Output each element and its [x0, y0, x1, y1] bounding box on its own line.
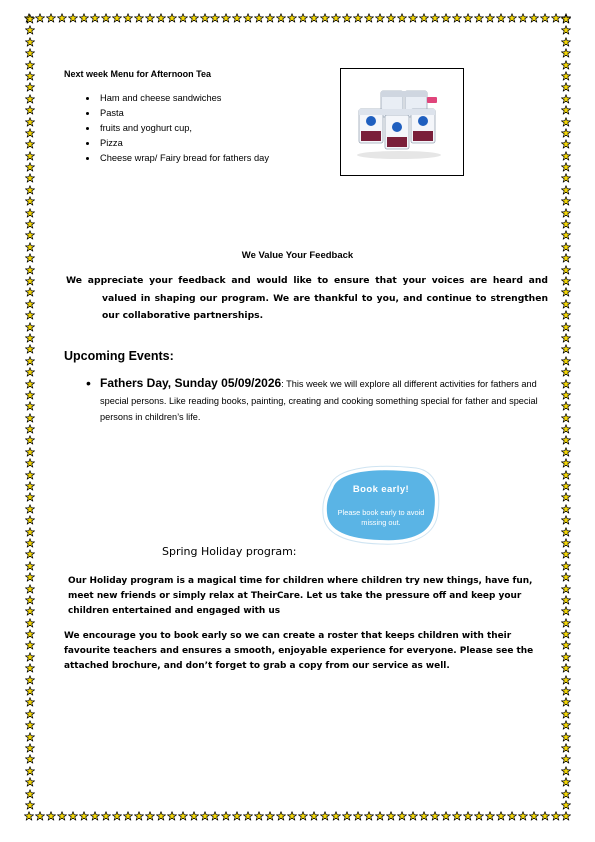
star-icon — [25, 675, 35, 685]
star-icon — [25, 618, 35, 628]
star-icon — [561, 538, 571, 548]
star-icon — [25, 584, 35, 594]
star-icon — [331, 811, 341, 821]
star-icon — [25, 435, 35, 445]
star-icon — [156, 13, 166, 23]
star-icon — [25, 219, 35, 229]
star-border-right — [560, 14, 572, 810]
menu-item: • Ham and cheese sandwiches — [98, 91, 269, 106]
star-icon — [561, 37, 571, 47]
star-icon — [320, 811, 330, 821]
star-icon — [561, 310, 571, 320]
book-early-badge — [320, 462, 442, 548]
yogurt-cups-icon — [341, 69, 463, 175]
star-icon — [145, 811, 155, 821]
star-icon — [265, 13, 275, 23]
star-icon — [25, 60, 35, 70]
star-icon — [112, 13, 122, 23]
holiday-title: Spring Holiday program: — [162, 545, 297, 558]
star-icon — [25, 549, 35, 559]
star-icon — [35, 13, 45, 23]
star-icon — [561, 356, 571, 366]
star-icon — [452, 13, 462, 23]
star-icon — [112, 811, 122, 821]
star-icon — [25, 276, 35, 286]
star-icon — [441, 13, 451, 23]
star-icon — [375, 811, 385, 821]
star-icon — [561, 117, 571, 127]
star-icon — [167, 13, 177, 23]
star-icon — [25, 94, 35, 104]
star-icon — [156, 811, 166, 821]
star-icon — [25, 185, 35, 195]
star-icon — [408, 811, 418, 821]
star-icon — [561, 515, 571, 525]
star-icon — [561, 60, 571, 70]
star-icon — [25, 720, 35, 730]
star-icon — [561, 663, 571, 673]
menu-item: • Pizza — [98, 136, 269, 151]
star-icon — [353, 13, 363, 23]
star-border-left — [24, 14, 36, 810]
star-icon — [561, 470, 571, 480]
star-icon — [25, 356, 35, 366]
star-icon — [25, 173, 35, 183]
star-icon — [386, 13, 396, 23]
star-icon — [25, 686, 35, 696]
star-icon — [561, 48, 571, 58]
star-icon — [561, 584, 571, 594]
star-icon — [540, 811, 550, 821]
star-icon — [561, 732, 571, 742]
event-body: : This week we will explore all different activities for fathers and special persons. Like reading books, painting, creating and cooking something special for father and special persons in children’s life. — [100, 379, 538, 422]
star-icon — [25, 287, 35, 297]
star-icon — [25, 481, 35, 491]
star-icon — [561, 379, 571, 389]
star-icon — [561, 105, 571, 115]
star-icon — [25, 606, 35, 616]
yogurt-cups-image — [340, 68, 464, 176]
events-title: Upcoming Events: — [64, 349, 174, 363]
star-icon — [561, 504, 571, 514]
star-icon — [254, 811, 264, 821]
badge-body: Please book early to avoid missing out. — [337, 508, 425, 527]
star-icon — [561, 139, 571, 149]
star-icon — [25, 230, 35, 240]
star-icon — [430, 811, 440, 821]
menu-list — [80, 91, 269, 166]
star-icon — [25, 595, 35, 605]
star-icon — [25, 697, 35, 707]
star-icon — [561, 618, 571, 628]
star-icon — [145, 13, 155, 23]
holiday-paragraph-2: We encourage you to book early so we can create a roster that keeps children with their favourite teachers and ensures a smooth, enjoyable experience for everyone. Please see the attached brochure, and don’t forget to grab a copy from our service as well. — [64, 631, 534, 671]
star-icon — [408, 13, 418, 23]
star-icon — [25, 367, 35, 377]
menu-item: • Cheese wrap/ Fairy bread for fathers day — [98, 151, 269, 166]
star-icon — [25, 572, 35, 582]
star-icon — [25, 344, 35, 354]
star-icon — [25, 789, 35, 799]
star-icon — [419, 811, 429, 821]
star-icon — [496, 811, 506, 821]
star-icon — [342, 811, 352, 821]
event-heading: Fathers Day, Sunday 05/09/2026 — [100, 376, 282, 390]
star-border-bottom — [24, 810, 572, 822]
star-icon — [210, 811, 220, 821]
star-icon — [25, 538, 35, 548]
star-icon — [210, 13, 220, 23]
star-icon — [485, 811, 495, 821]
star-icon — [287, 13, 297, 23]
star-icon — [79, 811, 89, 821]
star-icon — [364, 811, 374, 821]
star-icon — [561, 230, 571, 240]
star-icon — [25, 732, 35, 742]
star-icon — [551, 13, 561, 23]
star-icon — [25, 390, 35, 400]
star-icon — [397, 13, 407, 23]
star-icon — [46, 811, 56, 821]
star-icon — [276, 13, 286, 23]
star-icon — [200, 13, 210, 23]
star-icon — [254, 13, 264, 23]
feedback-body: We appreciate your feedback and would like to ensure that your voices are heard and valued in shaping our program. We are thankful to you, and continue to strengthen our collaborative partnerships. — [66, 275, 548, 321]
menu-item: • Pasta — [98, 106, 269, 121]
star-icon — [561, 219, 571, 229]
star-icon — [561, 709, 571, 719]
star-icon — [561, 458, 571, 468]
star-icon — [364, 13, 374, 23]
star-icon — [507, 13, 517, 23]
star-icon — [561, 413, 571, 423]
star-icon — [353, 811, 363, 821]
star-icon — [134, 811, 144, 821]
star-icon — [561, 777, 571, 787]
star-icon — [123, 13, 133, 23]
star-icon — [25, 709, 35, 719]
star-icon — [561, 71, 571, 81]
star-icon — [463, 13, 473, 23]
star-icon — [561, 640, 571, 650]
star-icon — [561, 595, 571, 605]
star-icon — [561, 800, 571, 810]
star-icon — [430, 13, 440, 23]
star-icon — [25, 504, 35, 514]
star-icon — [298, 811, 308, 821]
star-icon — [276, 811, 286, 821]
star-icon — [561, 162, 571, 172]
star-border-top — [24, 12, 572, 24]
star-icon — [79, 13, 89, 23]
star-icon — [178, 811, 188, 821]
star-icon — [561, 128, 571, 138]
star-icon — [25, 640, 35, 650]
star-icon — [474, 13, 484, 23]
star-icon — [561, 344, 571, 354]
star-icon — [561, 789, 571, 799]
star-icon — [561, 572, 571, 582]
star-icon — [221, 13, 231, 23]
star-icon — [540, 13, 550, 23]
star-icon — [561, 333, 571, 343]
star-icon — [561, 766, 571, 776]
star-icon — [25, 333, 35, 343]
star-icon — [25, 492, 35, 502]
star-icon — [25, 458, 35, 468]
star-icon — [25, 515, 35, 525]
badge-title: Book early! — [352, 484, 410, 495]
star-icon — [25, 117, 35, 127]
star-icon — [25, 265, 35, 275]
star-icon — [561, 697, 571, 707]
menu-item: • fruits and yoghurt cup, — [98, 121, 269, 136]
star-icon — [25, 196, 35, 206]
star-icon — [25, 37, 35, 47]
star-icon — [134, 13, 144, 23]
star-icon — [342, 13, 352, 23]
star-icon — [25, 162, 35, 172]
star-icon — [25, 413, 35, 423]
star-icon — [25, 652, 35, 662]
star-icon — [561, 447, 571, 457]
star-icon — [24, 811, 34, 821]
star-icon — [561, 629, 571, 639]
star-icon — [25, 424, 35, 434]
star-icon — [90, 811, 100, 821]
star-icon — [561, 675, 571, 685]
star-icon — [25, 128, 35, 138]
star-icon — [189, 13, 199, 23]
star-icon — [309, 13, 319, 23]
star-icon — [561, 435, 571, 445]
star-icon — [561, 401, 571, 411]
star-icon — [25, 139, 35, 149]
star-icon — [90, 13, 100, 23]
star-icon — [561, 82, 571, 92]
star-icon — [386, 811, 396, 821]
star-icon — [561, 390, 571, 400]
star-icon — [561, 754, 571, 764]
star-icon — [561, 811, 571, 821]
star-icon — [561, 606, 571, 616]
star-icon — [167, 811, 177, 821]
star-icon — [561, 720, 571, 730]
star-icon — [232, 13, 242, 23]
star-icon — [25, 777, 35, 787]
star-icon — [25, 299, 35, 309]
star-icon — [25, 379, 35, 389]
star-icon — [25, 527, 35, 537]
star-icon — [25, 561, 35, 571]
holiday-paragraph-1: Our Holiday program is a magical time for children where children try new things, have fun, meet new friends or simply relax at TheirCare. Let us take the pressure off and keep your children entertained and engaged with us — [68, 576, 533, 616]
star-icon — [474, 811, 484, 821]
star-icon — [25, 401, 35, 411]
star-icon — [561, 14, 571, 24]
star-icon — [25, 14, 35, 24]
star-icon — [287, 811, 297, 821]
star-icon — [331, 13, 341, 23]
star-icon — [189, 811, 199, 821]
star-icon — [561, 208, 571, 218]
star-icon — [25, 322, 35, 332]
feedback-title: We Value Your Feedback — [241, 250, 354, 261]
star-icon — [561, 287, 571, 297]
star-icon — [485, 13, 495, 23]
star-icon — [101, 811, 111, 821]
star-icon — [397, 811, 407, 821]
star-icon — [25, 310, 35, 320]
star-icon — [265, 811, 275, 821]
star-icon — [561, 686, 571, 696]
star-icon — [309, 811, 319, 821]
star-icon — [518, 811, 528, 821]
star-icon — [496, 13, 506, 23]
star-icon — [561, 367, 571, 377]
star-icon — [25, 754, 35, 764]
star-icon — [232, 811, 242, 821]
star-icon — [57, 811, 67, 821]
star-icon — [561, 265, 571, 275]
star-icon — [561, 299, 571, 309]
star-icon — [298, 13, 308, 23]
star-icon — [25, 105, 35, 115]
star-icon — [25, 82, 35, 92]
star-icon — [518, 13, 528, 23]
star-icon — [452, 811, 462, 821]
star-icon — [551, 811, 561, 821]
bullet-icon: • — [86, 375, 91, 391]
star-icon — [25, 470, 35, 480]
star-icon — [25, 71, 35, 81]
star-icon — [25, 447, 35, 457]
star-icon — [25, 800, 35, 810]
menu-title: Next week Menu for Afternoon Tea — [64, 69, 212, 79]
star-icon — [561, 424, 571, 434]
star-icon — [561, 276, 571, 286]
star-icon — [561, 185, 571, 195]
star-icon — [320, 13, 330, 23]
star-icon — [507, 811, 517, 821]
star-icon — [561, 25, 571, 35]
star-icon — [561, 94, 571, 104]
star-icon — [25, 663, 35, 673]
badge-blob-icon — [320, 462, 442, 548]
star-icon — [25, 766, 35, 776]
star-icon — [561, 481, 571, 491]
star-icon — [243, 13, 253, 23]
star-icon — [561, 527, 571, 537]
star-icon — [561, 561, 571, 571]
star-icon — [25, 208, 35, 218]
star-icon — [123, 811, 133, 821]
star-icon — [561, 151, 571, 161]
star-icon — [561, 549, 571, 559]
star-icon — [68, 811, 78, 821]
star-icon — [561, 322, 571, 332]
star-icon — [25, 151, 35, 161]
star-icon — [35, 811, 45, 821]
star-icon — [561, 492, 571, 502]
star-icon — [561, 196, 571, 206]
star-icon — [463, 811, 473, 821]
star-icon — [561, 743, 571, 753]
star-icon — [529, 811, 539, 821]
star-icon — [200, 811, 210, 821]
star-icon — [441, 811, 451, 821]
star-icon — [68, 13, 78, 23]
star-icon — [243, 811, 253, 821]
star-icon — [561, 652, 571, 662]
star-icon — [529, 13, 539, 23]
star-icon — [25, 743, 35, 753]
star-icon — [25, 48, 35, 58]
star-icon — [178, 13, 188, 23]
star-icon — [561, 173, 571, 183]
star-icon — [101, 13, 111, 23]
star-icon — [46, 13, 56, 23]
star-icon — [221, 811, 231, 821]
star-icon — [419, 13, 429, 23]
star-icon — [25, 629, 35, 639]
star-icon — [25, 25, 35, 35]
star-icon — [57, 13, 67, 23]
star-icon — [375, 13, 385, 23]
event-item-fathers-day — [86, 375, 556, 426]
